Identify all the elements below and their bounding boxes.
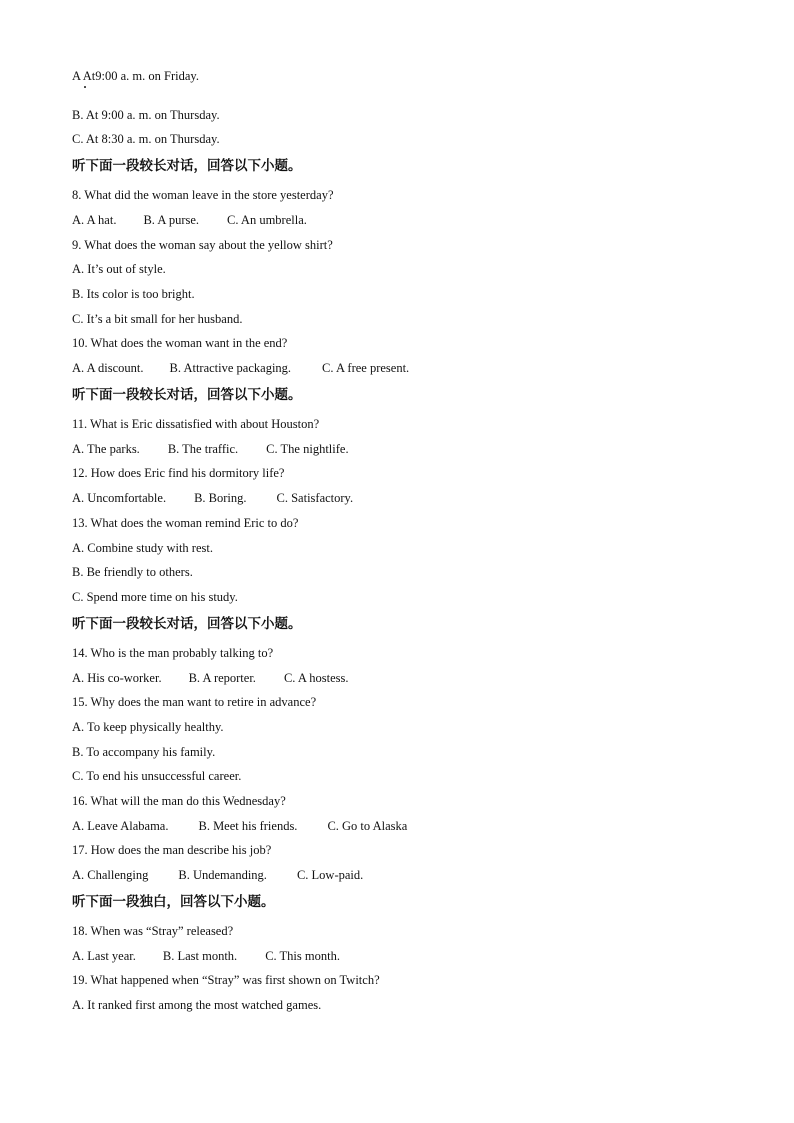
option-c: C. This month. <box>265 949 340 963</box>
option-a: A. The parks. <box>72 442 140 456</box>
option-c: C. Go to Alaska <box>327 819 408 833</box>
options-row <box>72 441 349 457</box>
option-line: A At9:00 a. m. on Friday. <box>72 69 199 83</box>
option-line: B. Its color is too bright. <box>72 287 195 301</box>
options-row <box>72 948 340 964</box>
question-10: 10. What does the woman want in the end? <box>72 336 288 350</box>
option-c: C. Low-paid. <box>296 868 364 882</box>
question-14: 14. Who is the man probably talking to? <box>72 646 274 660</box>
option-b: B. Boring. <box>194 491 247 505</box>
option-b: B. Attractive packaging. <box>169 361 292 375</box>
stray-dot <box>84 86 86 88</box>
option-line: C. It’s a bit small for her husband. <box>72 312 243 326</box>
option-a: A. His co-worker. <box>72 671 162 685</box>
option-line: C. At 8:30 a. m. on Thursday. <box>72 132 220 146</box>
question-9: 9. What does the woman say about the yellow shirt? <box>72 238 333 252</box>
option-b: B. The traffic. <box>167 442 239 456</box>
option-a: A. Last year. <box>72 949 136 963</box>
option-line: A. It’s out of style. <box>72 262 166 276</box>
option-line: A. Combine study with rest. <box>72 541 213 555</box>
option-c: C. An umbrella. <box>227 213 307 227</box>
option-a: A. Uncomfortable. <box>72 491 167 505</box>
options-row <box>72 867 363 883</box>
section-heading: 听下面一段较长对话，回答以下小题。 <box>72 387 302 403</box>
options-row <box>72 818 407 834</box>
options-row <box>72 360 409 376</box>
option-b: B. Last month. <box>162 949 238 963</box>
section-heading: 听下面一段较长对话，回答以下小题。 <box>72 158 302 174</box>
section-heading: 听下面一段较长对话，回答以下小题。 <box>72 616 302 632</box>
question-11: 11. What is Eric dissatisfied with about Houston? <box>72 417 320 431</box>
option-line: A. It ranked first among the most watched games. <box>72 998 322 1012</box>
question-17: 17. How does the man describe his job? <box>72 843 272 857</box>
section-heading: 听下面一段独白，回答以下小题。 <box>72 894 275 910</box>
option-a: A. Challenging <box>72 868 149 882</box>
option-c: C. Satisfactory. <box>276 491 354 505</box>
option-line: B. At 9:00 a. m. on Thursday. <box>72 108 220 122</box>
option-a: A. Leave Alabama. <box>72 819 169 833</box>
option-c: C. A hostess. <box>283 671 349 685</box>
question-19: 19. What happened when “Stray” was first shown on Twitch? <box>72 973 380 987</box>
question-16: 16. What will the man do this Wednesday? <box>72 794 286 808</box>
option-a: A. A discount. <box>72 361 144 375</box>
question-15: 15. Why does the man want to retire in advance? <box>72 695 317 709</box>
option-b: B. Meet his friends. <box>198 819 298 833</box>
option-line: B. Be friendly to others. <box>72 565 193 579</box>
option-b: B. A reporter. <box>188 671 256 685</box>
option-line: B. To accompany his family. <box>72 745 216 759</box>
option-c: C. The nightlife. <box>266 442 349 456</box>
question-12: 12. How does Eric find his dormitory life? <box>72 466 285 480</box>
question-8: 8. What did the woman leave in the store yesterday? <box>72 188 334 202</box>
option-line: A. To keep physically healthy. <box>72 720 224 734</box>
option-c: C. A free present. <box>322 361 410 375</box>
options-row <box>72 490 353 506</box>
options-row <box>72 670 349 686</box>
option-a: A. A hat. <box>72 213 117 227</box>
question-13: 13. What does the woman remind Eric to do? <box>72 516 299 530</box>
question-18: 18. When was “Stray” released? <box>72 924 234 938</box>
option-line: C. Spend more time on his study. <box>72 590 238 604</box>
options-row <box>72 212 307 228</box>
option-line: C. To end his unsuccessful career. <box>72 769 242 783</box>
option-b: B. A purse. <box>143 213 200 227</box>
option-b: B. Undemanding. <box>178 868 267 882</box>
